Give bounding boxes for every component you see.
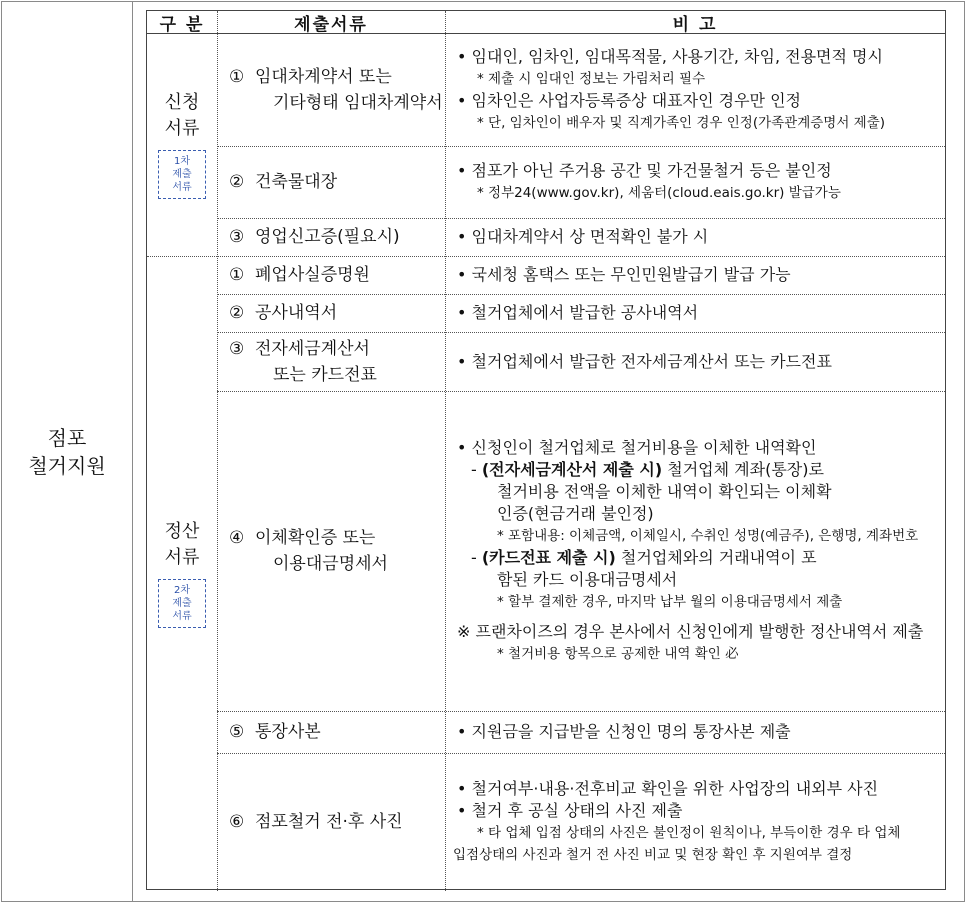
doc-name: 기타형태 임대차계약서 <box>273 92 443 113</box>
group-application-line2: 서류 <box>164 118 200 139</box>
doc-name: 영업신고증(필요시) <box>255 227 400 247</box>
note-line: * 타 업체 입점 상태의 사진은 불인정이 원칙이나, 부득이한 경우 타 업체 <box>453 822 900 844</box>
doc-name: 이용대금명세서 <box>273 554 388 574</box>
doc-cell <box>217 146 445 218</box>
doc-cell <box>217 711 445 753</box>
note-line: • 임대인, 임차인, 임대목적물, 사용기간, 차임, 전용면적 명시 <box>453 46 883 68</box>
note-line: * 철거비용 항목으로 공제한 내역 확인 必 <box>453 643 739 665</box>
note-line: - (전자세금계산서 제출 시) 철거업체 계좌(통장)로 <box>453 459 824 481</box>
tag-text: 서류 <box>172 611 192 622</box>
item-number: ④ <box>229 528 245 548</box>
doc-cell <box>217 218 445 256</box>
doc-cell <box>217 33 445 146</box>
doc-name: 통장사본 <box>255 722 321 742</box>
note-line: * 정부24(www.gov.kr), 세움터(cloud.eais.go.kr) 발급가능 <box>453 182 841 204</box>
item-number: ③ <box>229 338 245 359</box>
note-line: * 포함내용: 이체금액, 이체일시, 수취인 성명(예금주), 은행명, 계좌번호 <box>453 525 918 547</box>
doc-cell <box>217 256 445 294</box>
item-number: ② <box>229 172 245 192</box>
item-number: ⑤ <box>229 722 245 742</box>
note-line: 철거비용 전액을 이체한 내역이 확인되는 이체확 <box>497 482 832 501</box>
item-number: ① <box>229 66 245 87</box>
notes-cell <box>445 146 945 218</box>
notes-cell <box>445 256 945 294</box>
item-number: ③ <box>229 227 245 247</box>
tag-text: 제출 <box>172 169 192 180</box>
note-line: 인증(현금거래 불인정) <box>497 504 654 523</box>
note-line: • 철거 후 공실 상태의 사진 제출 <box>453 800 682 822</box>
note-line: • 철거업체에서 발급한 전자세금계산서 또는 카드전표 <box>453 351 832 373</box>
header-docs: 제출서류 <box>294 14 368 35</box>
note-line: • 임대차계약서 상 면적확인 불가 시 <box>453 226 708 248</box>
notes-cell <box>445 711 945 753</box>
note-line: * 단, 임차인이 배우자 및 직계가족인 경우 인정(가족관계증명서 제출) <box>453 112 885 134</box>
doc-name: 건축물대장 <box>255 172 338 192</box>
note-line: • 임차인은 사업자등록증상 대표자인 경우만 인정 <box>453 90 801 112</box>
header-notes: 비 고 <box>672 14 718 35</box>
group-settlement-line1: 정산 <box>164 521 200 542</box>
group-application <box>147 33 217 256</box>
doc-cell <box>217 391 445 711</box>
notes-cell <box>445 391 945 711</box>
doc-name: 임대차계약서 또는 <box>255 66 392 87</box>
note-line: ※ 프랜차이즈의 경우 본사에서 신청인에게 발행한 정산내역서 제출 <box>453 621 923 643</box>
group-settlement <box>147 256 217 891</box>
notes-cell <box>445 332 945 391</box>
doc-name: 전자세금계산서 <box>255 338 370 359</box>
doc-name: 또는 카드전표 <box>273 364 377 385</box>
doc-name: 폐업사실증명원 <box>255 265 370 285</box>
doc-cell <box>217 753 445 891</box>
doc-name: 점포철거 전·후 사진 <box>255 812 403 832</box>
note-line: * 할부 결제한 경우, 마지막 납부 월의 이용대금명세서 제출 <box>453 591 842 613</box>
note-line: • 국세청 홈택스 또는 무인민원발급기 발급 가능 <box>453 264 791 286</box>
requirements-table <box>146 10 946 890</box>
main-category <box>2 2 132 901</box>
tag-text: 2차 <box>173 585 191 596</box>
item-number: ② <box>229 303 245 323</box>
doc-cell <box>217 332 445 391</box>
submission-tag-2 <box>158 579 206 628</box>
doc-name: 이체확인증 또는 <box>255 528 376 548</box>
note-line: • 철거업체에서 발급한 공사내역서 <box>453 302 698 324</box>
note-line: * 제출 시 임대인 정보는 가림처리 필수 <box>453 68 705 90</box>
notes-cell <box>445 753 945 891</box>
header-category: 구 분 <box>159 14 205 35</box>
frame-divider <box>132 2 133 901</box>
note-line: • 신청인이 철거업체로 철거비용을 이체한 내역확인 <box>453 437 816 459</box>
main-category-line1: 점포 <box>47 425 87 450</box>
note-line: • 점포가 아닌 주거용 공간 및 가건물철거 등은 불인정 <box>453 160 832 182</box>
note-line: 입점상태의 사진과 철거 전 사진 비교 및 현장 확인 후 지원여부 결정 <box>453 847 853 863</box>
doc-cell <box>217 294 445 332</box>
notes-cell <box>445 218 945 256</box>
note-line: • 철거여부·내용·전후비교 확인을 위한 사업장의 내외부 사진 <box>453 778 878 800</box>
submission-tag-1 <box>158 150 206 199</box>
item-number: ⑥ <box>229 812 245 832</box>
item-number: ① <box>229 265 245 285</box>
note-line: - (카드전표 제출 시) 철거업체와의 거래내역이 포 <box>453 547 817 569</box>
group-settlement-line2: 서류 <box>164 547 200 568</box>
main-category-line2: 철거지원 <box>28 453 106 478</box>
group-application-line1: 신청 <box>164 92 200 113</box>
tag-text: 1차 <box>173 156 191 167</box>
notes-cell <box>445 294 945 332</box>
tag-text: 서류 <box>172 182 192 193</box>
note-line: • 지원금을 지급받을 신청인 명의 통장사본 제출 <box>453 721 791 743</box>
doc-name: 공사내역서 <box>255 303 338 323</box>
tag-text: 제출 <box>172 598 192 609</box>
notes-cell <box>445 33 945 146</box>
note-line: 함된 카드 이용대금명세서 <box>497 570 678 589</box>
note-emphasis: (전자세금계산서 제출 시) <box>481 460 663 479</box>
note-emphasis: (카드전표 제출 시) <box>481 548 616 567</box>
